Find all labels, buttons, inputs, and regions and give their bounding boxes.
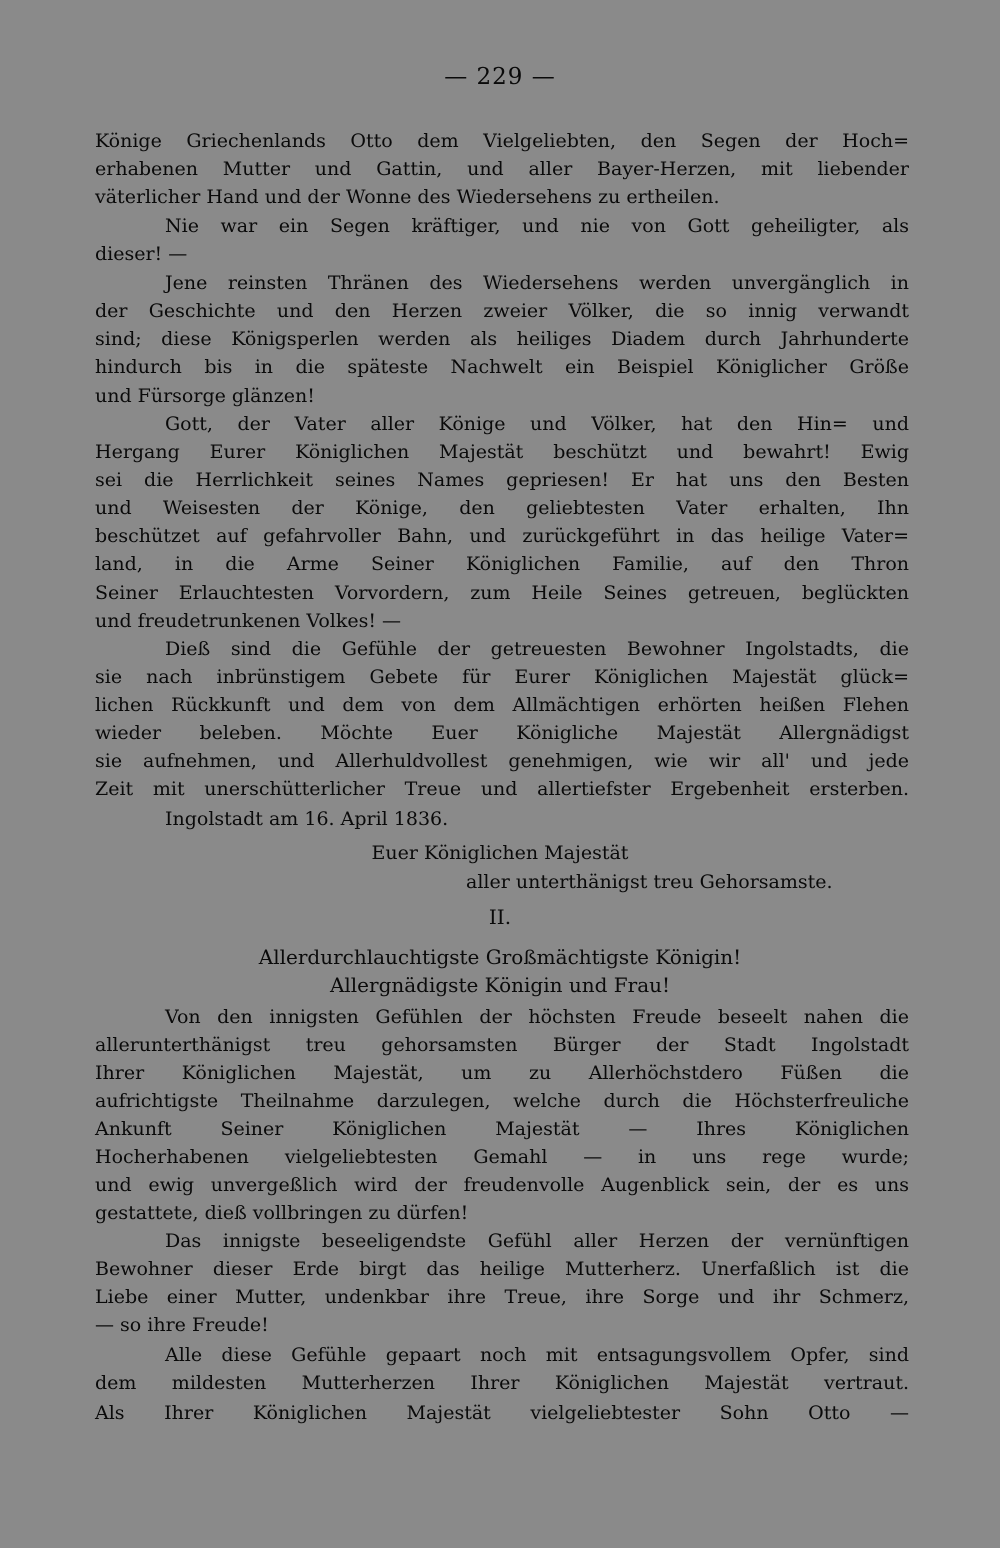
text-line: wieder beleben. Möchte Euer Königliche Majestät Allergnädigst — [95, 722, 909, 744]
text-line: Liebe einer Mutter, undenkbar ihre Treue, ihre Sorge und ihr Schmerz, — [95, 1286, 909, 1308]
salutation-heading: Allerdurchlauchtigste Großmächtigste Königin! — [258, 945, 742, 969]
text-line: und freudetrunkenen Volkes! — — [95, 610, 402, 632]
text-line: land, in die Arme Seiner Königlichen Familie, auf den Thron — [95, 553, 909, 575]
text-line: Seiner Erlauchtesten Vorvordern, zum Heile Seines getreuen, beglückten — [95, 582, 909, 604]
signature-line: aller unterthänigst treu Gehorsamste. — [466, 871, 833, 893]
page-number: — 229 — — [444, 64, 556, 90]
text-line: Jene reinsten Thränen des Wiedersehens werden unvergänglich in — [165, 272, 909, 294]
text-line: Gott, der Vater aller Könige und Völker, hat den Hin= und — [165, 413, 909, 435]
text-line: und Fürsorge glänzen! — [95, 385, 315, 407]
text-line: sie nach inbrünstigem Gebete für Eurer Königlichen Majestät glück= — [95, 666, 909, 688]
text-line: und Weisesten der Könige, den geliebtesten Vater erhalten, Ihn — [95, 497, 909, 519]
text-line: Alle diese Gefühle gepaart noch mit entsagungsvollem Opfer, sind — [165, 1344, 909, 1366]
text-line: gestattete, dieß vollbringen zu dürfen! — [95, 1202, 469, 1224]
text-line: Als Ihrer Königlichen Majestät vielgeliebtester Sohn Otto — — [95, 1402, 909, 1424]
text-line: Das innigste beseeligendste Gefühl aller Herzen der vernünftigen — [165, 1230, 909, 1252]
salutation-heading: Allergnädigste Königin und Frau! — [329, 973, 671, 997]
section-number: II. — [488, 905, 512, 929]
text-line: und ewig unvergeßlich wird der freudenvolle Augenblick sein, der es uns — [95, 1174, 909, 1196]
text-line: der Geschichte und den Herzen zweier Völker, die so innig verwandt — [95, 300, 909, 322]
text-line: sei die Herrlichkeit seines Names gepriesen! Er hat uns den Besten — [95, 469, 909, 491]
text-line: Bewohner dieser Erde birgt das heilige Mutterherz. Unerfaßlich ist die — [95, 1258, 909, 1280]
text-line: Nie war ein Segen kräftiger, und nie von Gott geheiligter, als — [165, 215, 909, 237]
text-line: allerunterthänigst treu gehorsamsten Bürger der Stadt Ingolstadt — [95, 1034, 909, 1056]
text-line: dieser! — — [95, 243, 188, 265]
text-line: väterlicher Hand und der Wonne des Wiedersehens zu ertheilen. — [95, 186, 720, 208]
text-line: Dieß sind die Gefühle der getreuesten Bewohner Ingolstadts, die — [165, 638, 909, 660]
text-line: erhabenen Mutter und Gattin, und aller Bayer-Herzen, mit liebender — [95, 158, 909, 180]
text-line: lichen Rückkunft und dem von dem Allmächtigen erhörten heißen Flehen — [95, 694, 909, 716]
text-line: Hocherhabenen vielgeliebtesten Gemahl — in uns rege wurde; — [95, 1146, 909, 1168]
text-line: — so ihre Freude! — [95, 1314, 269, 1336]
text-line: hindurch bis in die späteste Nachwelt ein Beispiel Königlicher Größe — [95, 356, 909, 378]
text-line: Ihrer Königlichen Majestät, um zu Allerhöchstdero Füßen die — [95, 1062, 909, 1084]
text-line: Könige Griechenlands Otto dem Vielgeliebten, den Segen der Hoch= — [95, 130, 909, 152]
text-line: Zeit mit unerschütterlicher Treue und allertiefster Ergebenheit ersterben. — [95, 778, 909, 800]
signature-line: Euer Königlichen Majestät — [371, 842, 629, 864]
text-line: aufrichtigste Theilnahme darzulegen, welche durch die Höchsterfreuliche — [95, 1090, 909, 1112]
text-line: Ankunft Seiner Königlichen Majestät — Ihres Königlichen — [95, 1118, 909, 1140]
text-line: sie aufnehmen, und Allerhuldvollest genehmigen, wie wir all' und jede — [95, 750, 909, 772]
text-line: Hergang Eurer Königlichen Majestät beschützt und bewahrt! Ewig — [95, 441, 909, 463]
text-line: beschützet auf gefahrvoller Bahn, und zurückgeführt in das heilige Vater= — [95, 525, 909, 547]
text-line: dem mildesten Mutterherzen Ihrer Königlichen Majestät vertraut. — [95, 1372, 909, 1394]
text-line: sind; diese Königsperlen werden als heiliges Diadem durch Jahrhunderte — [95, 328, 909, 350]
text-line: Von den innigsten Gefühlen der höchsten Freude beseelt nahen die — [165, 1006, 909, 1028]
date-line: Ingolstadt am 16. April 1836. — [165, 808, 449, 830]
